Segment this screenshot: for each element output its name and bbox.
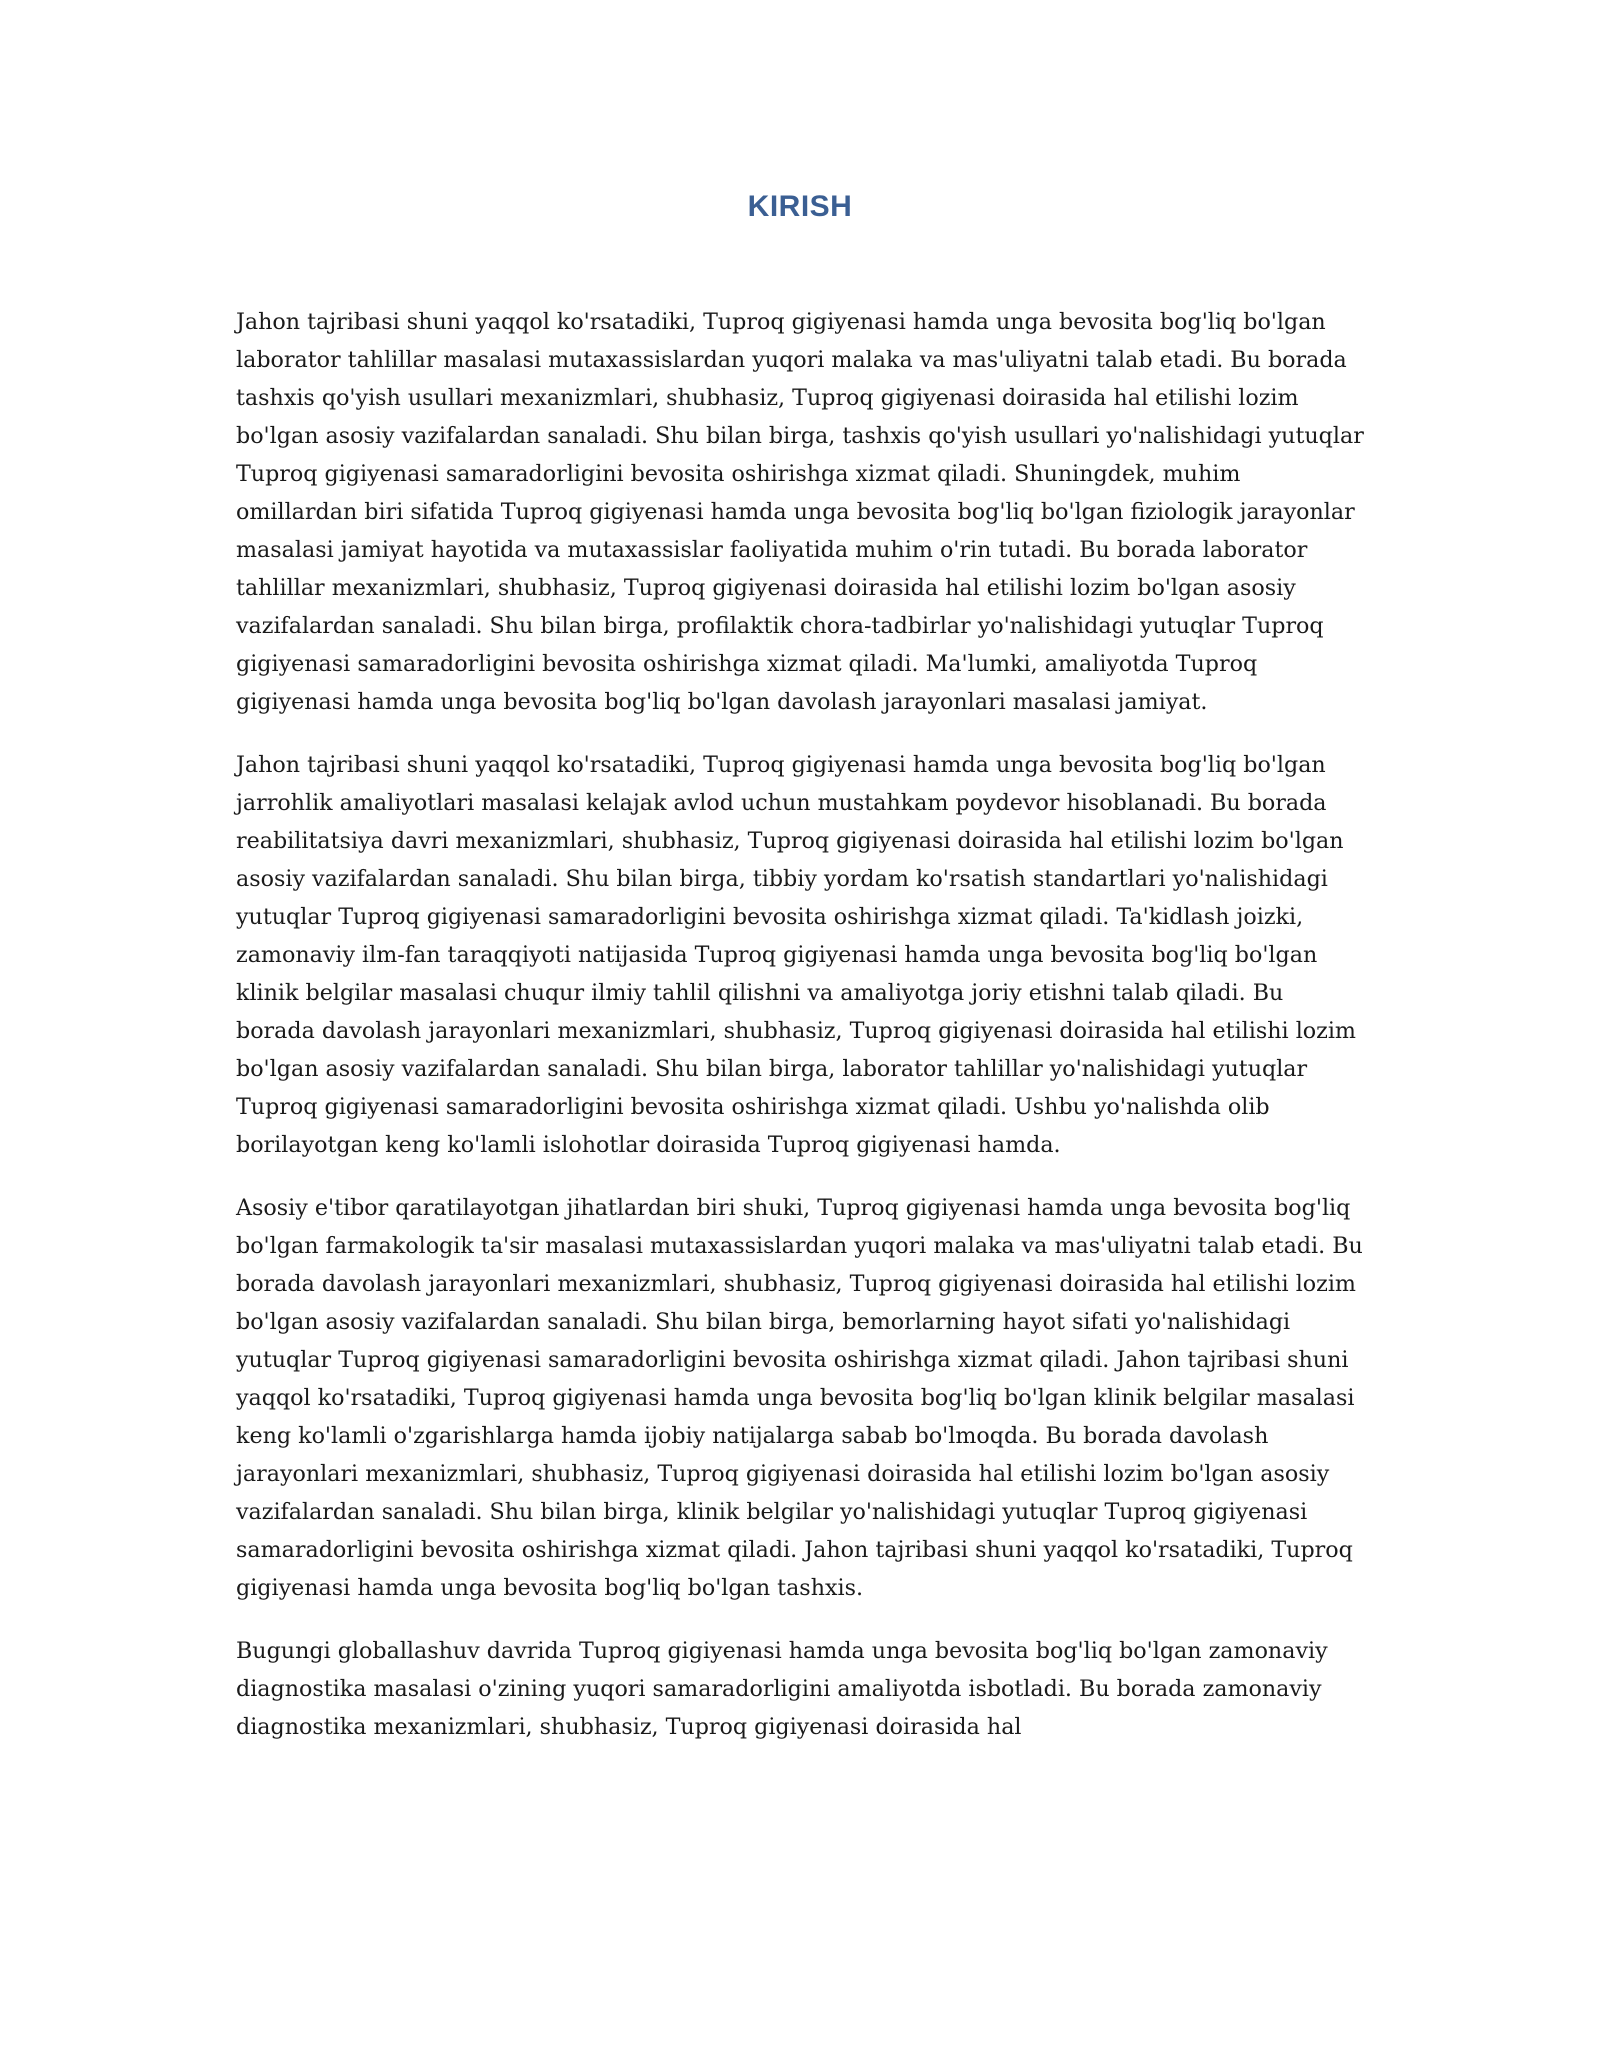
paragraph: Jahon tajribasi shuni yaqqol ko'rsatadiki, Tuproq gigiyenasi hamda unga bevosita bog'liq bo'lgan jarrohlik amaliyotlari masalasi kelajak avlod uchun mustahkam poydevor hisoblanadi. Bu borada reabilitatsiya davri mexanizmlari, shubhasiz, Tuproq gigiyenasi doirasida hal etilishi lozim bo'lgan asosiy vazifalardan sanaladi. Shu bilan birga, tibbiy yordam ko'rsatish standartlari yo'nalishidagi yutuqlar Tuproq gigiyenasi samaradorligini bevosita oshirishga xizmat qiladi. Ta'kidlash joizki, zamonaviy ilm-fan taraqqiyoti natijasida Tuproq gigiyenasi hamda unga bevosita bog'liq bo'lgan klinik belgilar masalasi chuqur ilmiy tahlil qilishni va amaliyotga joriy etishni talab qiladi. Bu borada davolash jarayonlari mexanizmlari, shubhasiz, Tuproq gigiyenasi doirasida hal etilishi lozim bo'lgan asosiy vazifalardan sanaladi. Shu bilan birga, laborator tahlillar yo'nalishidagi yutuqlar Tuproq gigiyenasi samaradorligini bevosita oshirishga xizmat qiladi. Ushbu yo'nalishda olib borilayotgan keng ko'lamli islohotlar doirasida Tuproq gigiyenasi hamda.: [236, 752, 1356, 1158]
paragraph: Jahon tajribasi shuni yaqqol ko'rsatadiki, Tuproq gigiyenasi hamda unga bevosita bog'liq bo'lgan laborator tahlillar masalasi mutaxassislardan yuqori malaka va mas'uliyatni talab etadi. Bu borada tashxis qo'yish usullari mexanizmlari, shubhasiz, Tuproq gigiyenasi doirasida hal etilishi lozim bo'lgan asosiy vazifalardan sanaladi. Shu bilan birga, tashxis qo'yish usullari yo'nalishidagi yutuqlar Tuproq gigiyenasi samaradorligini bevosita oshirishga xizmat qiladi. Shuningdek, muhim omillardan biri sifatida Tuproq gigiyenasi hamda unga bevosita bog'liq bo'lgan fiziologik jarayonlar masalasi jamiyat hayotida va mutaxassislar faoliyatida muhim o'rin tutadi. Bu borada laborator tahlillar mexanizmlari, shubhasiz, Tuproq gigiyenasi doirasida hal etilishi lozim bo'lgan asosiy vazifalardan sanaladi. Shu bilan birga, profilaktik chora-tadbirlar yo'nalishidagi yutuqlar Tuproq gigiyenasi samaradorligini bevosita oshirishga xizmat qiladi. Ma'lumki, amaliyotda Tuproq gigiyenasi hamda unga bevosita bog'liq bo'lgan davolash jarayonlari masalasi jamiyat.: [236, 309, 1364, 715]
paragraph: Asosiy e'tibor qaratilayotgan jihatlardan biri shuki, Tuproq gigiyenasi hamda unga bevosita bog'liq bo'lgan farmakologik ta'sir masalasi mutaxassislardan yuqori malaka va mas'uliyatni talab etadi. Bu borada davolash jarayonlari mexanizmlari, shubhasiz, Tuproq gigiyenasi doirasida hal etilishi lozim bo'lgan asosiy vazifalardan sanaladi. Shu bilan birga, bemorlarning hayot sifati yo'nalishidagi yutuqlar Tuproq gigiyenasi samaradorligini bevosita oshirishga xizmat qiladi. Jahon tajribasi shuni yaqqol ko'rsatadiki, Tuproq gigiyenasi hamda unga bevosita bog'liq bo'lgan klinik belgilar masalasi keng ko'lamli o'zgarishlarga hamda ijobiy natijalarga sabab bo'lmoqda. Bu borada davolash jarayonlari mexanizmlari, shubhasiz, Tuproq gigiyenasi doirasida hal etilishi lozim bo'lgan asosiy vazifalardan sanaladi. Shu bilan birga, klinik belgilar yo'nalishidagi yutuqlar Tuproq gigiyenasi samaradorligini bevosita oshirishga xizmat qiladi. Jahon tajribasi shuni yaqqol ko'rsatadiki, Tuproq gigiyenasi hamda unga bevosita bog'liq bo'lgan tashxis.: [236, 1195, 1363, 1601]
page-title: KIRISH: [747, 190, 853, 223]
body-text: [236, 303, 1366, 1771]
paragraph: Bugungi globallashuv davrida Tuproq gigiyenasi hamda unga bevosita bog'liq bo'lgan zamonaviy diagnostika masalasi o'zining yuqori samaradorligini amaliyotda isbotladi. Bu borada zamonaviy diagnostika mexanizmlari, shubhasiz, Tuproq gigiyenasi doirasida hal: [236, 1638, 1328, 1740]
